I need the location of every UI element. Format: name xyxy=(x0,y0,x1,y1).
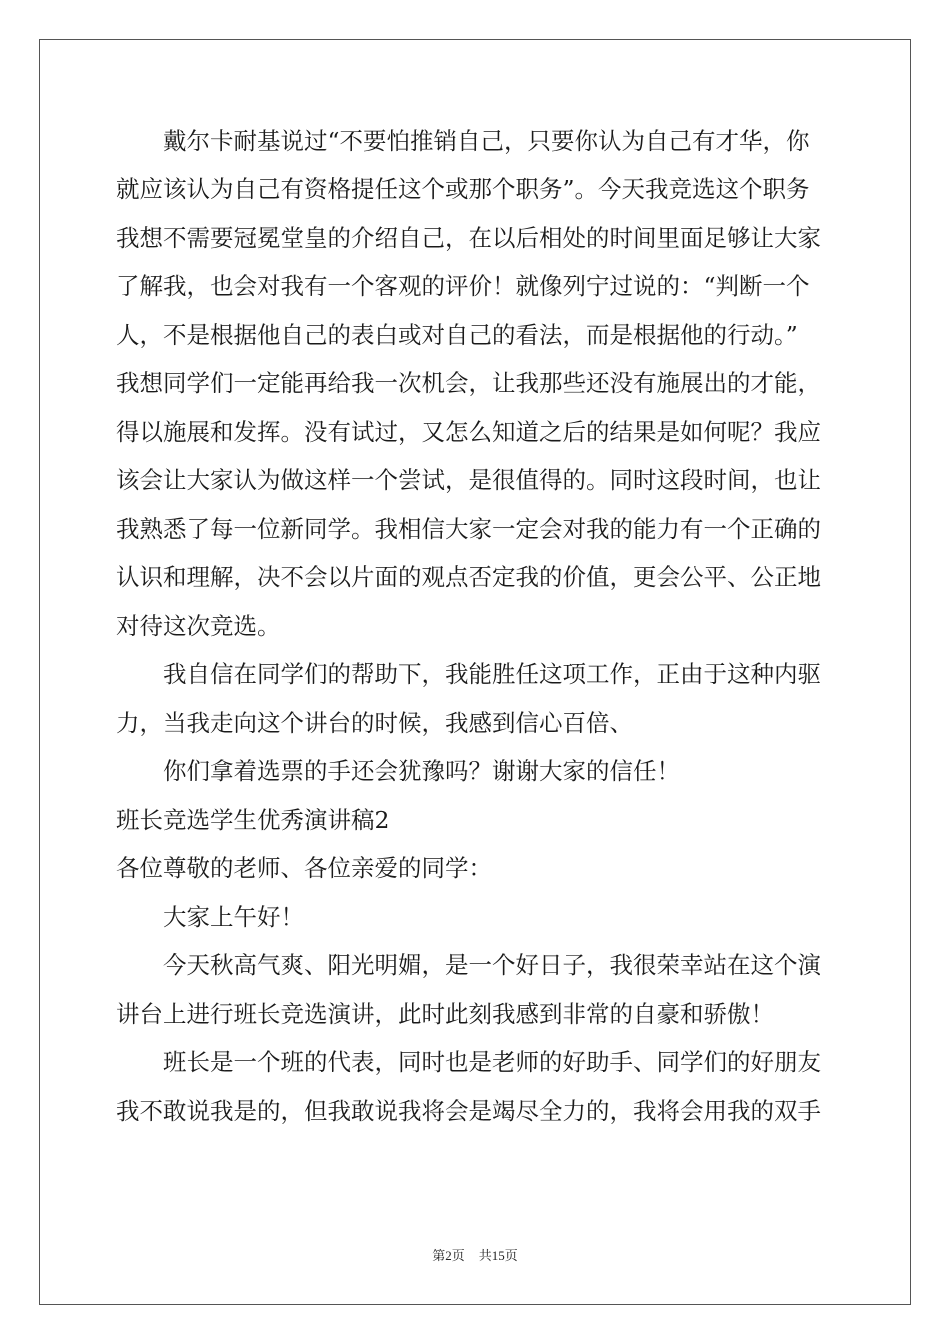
paragraph-line: 我自信在同学们的帮助下，我能胜任这项工作，正由于这种内驱 xyxy=(163,660,821,688)
paragraph-line: 对待这次竞选。 xyxy=(116,612,281,640)
paragraph-line: 我想同学们一定能再给我一次机会，让我那些还没有施展出的才能， xyxy=(116,369,821,397)
paragraph-line: 讲台上进行班长竞选演讲，此时此刻我感到非常的自豪和骄傲！ xyxy=(116,1000,774,1028)
paragraph-line: 今天秋高气爽、阳光明媚，是一个好日子，我很荣幸站在这个演 xyxy=(163,951,821,979)
paragraph-line: 你们拿着选票的手还会犹豫吗？谢谢大家的信任！ xyxy=(163,757,680,785)
paragraph-line: 班长是一个班的代表，同时也是老师的好助手、同学们的好朋友 xyxy=(163,1048,821,1076)
paragraph-line: 我熟悉了每一位新同学。我相信大家一定会对我的能力有一个正确的 xyxy=(116,515,821,543)
paragraph-line: 我不敢说我是的，但我敢说我将会是竭尽全力的，我将会用我的双手 xyxy=(116,1097,821,1125)
paragraph-line: 该会让大家认为做这样一个尝试，是很值得的。同时这段时间，也让 xyxy=(116,466,821,494)
page-total: 共15页 xyxy=(478,1248,518,1263)
section-title: 班长竞选学生优秀演讲稿2 xyxy=(116,806,390,834)
paragraph-line: 人，不是根据他自己的表白或对自己的看法，而是根据他的行动。” xyxy=(116,321,798,349)
paragraph-line: 我想不需要冠冕堂皇的介绍自己，在以后相处的时间里面足够让大家 xyxy=(116,224,821,252)
paragraph-line: 戴尔卡耐基说过“不要怕推销自己，只要你认为自己有才华，你 xyxy=(163,127,810,155)
greeting: 大家上午好！ xyxy=(163,903,304,931)
paragraph-line: 就应该认为自己有资格提任这个或那个职务”。今天我竞选这个职务 xyxy=(116,175,810,203)
paragraph-line: 力，当我走向这个讲台的时候，我感到信心百倍、 xyxy=(116,709,633,737)
paragraph-line: 得以施展和发挥。没有试过，又怎么知道之后的结果是如何呢？我应 xyxy=(116,418,821,446)
page-number: 第2页 xyxy=(432,1248,465,1263)
page-footer xyxy=(0,1247,950,1265)
salutation: 各位尊敬的老师、各位亲爱的同学： xyxy=(116,854,492,882)
paragraph-line: 了解我，也会对我有一个客观的评价！就像列宁过说的：“判断一个 xyxy=(116,272,810,300)
paragraph-line: 认识和理解，决不会以片面的观点否定我的价值，更会公平、公正地 xyxy=(116,563,821,591)
